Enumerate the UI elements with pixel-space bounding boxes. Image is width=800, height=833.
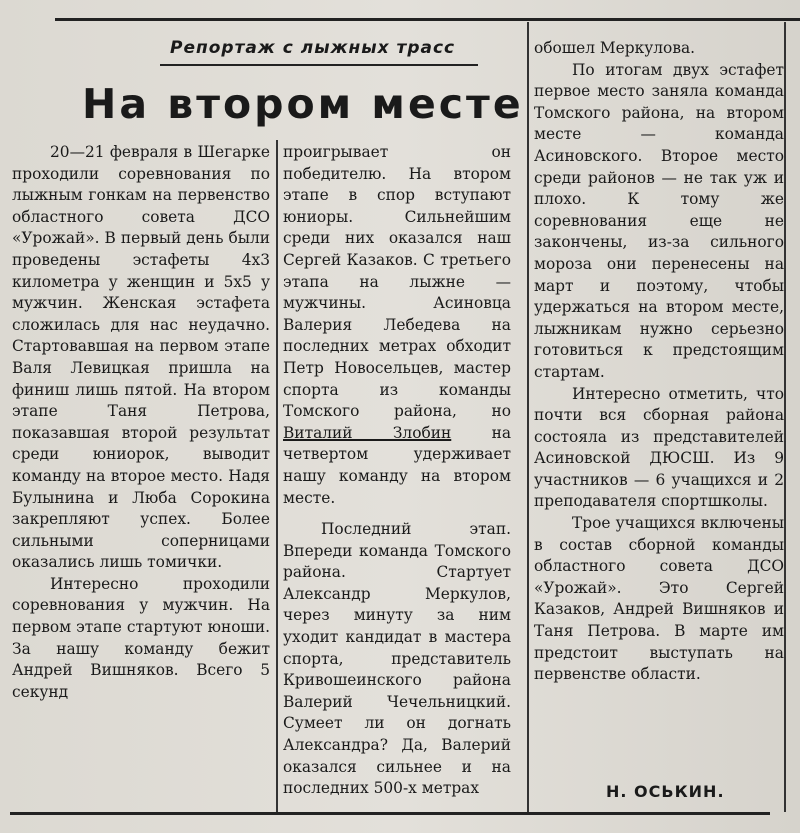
paragraph: обошел Меркулова. [534, 39, 696, 57]
article-column-2 [283, 142, 511, 800]
paragraph: 20—21 февраля в Шегарке проходили соревнования по лыжным гонкам на первенство областного совета ДСО «Урожай». В первый день были проведены эстафеты 4х3 километра у женщин и 5х5 у мужчин. Женская эстафета сложилась для нас неудачно. Стартовавшая на первом этапе Валя Левицкая пришла на финиш лишь пятой. На втором этапе Таня Петрова, показавшая второй результат среди юниорок, выводит команду на второе место. Надя Булынина и Люба Сорокина закрепляют успех. Более сильными соперницами оказались лишь томички. [12, 143, 270, 572]
paragraph: Последний этап. Впереди команда Томского района. Стартует Александр Меркулов, через минуту за ним уходит кандидат в мастера спорта, представитель Кривошеинского района Валерий Чечельницкий. Сумеет ли он догнать Александра? Да, Валерий оказался сильнее и на последних 500-х метрах [283, 520, 511, 798]
highlighted-name: Виталий Злобин [283, 423, 452, 442]
article-kicker: Репортаж с лыжных трасс [170, 38, 456, 58]
paragraph: По итогам двух эстафет первое место заняла команда Томского района, на втором месте — команда Асиновского. Второе место среди районов — не так уж и плохо. К тому же соревнования еще не закончены, из-за сильного мороза они перенесены на март и поэтому, чтобы удержаться на втором месте, лыжникам нужно серьезно готовиться к предстоящим стартам. [534, 60, 784, 381]
paragraph: Интересно проходили соревнования у мужчин. На первом этапе стартуют юноши. За нашу команду бежит Андрей Вишняков. Всего 5 секунд [12, 574, 270, 701]
author-signature: Н. ОСЬКИН. [606, 782, 725, 801]
paragraph-text: на четвертом удерживает нашу команду на втором месте. [283, 423, 511, 507]
bottom-rule [10, 812, 770, 815]
article-column-3 [534, 38, 784, 686]
column-divider-middle [276, 140, 278, 812]
paragraph-text: проигрывает он победителю. На втором этапе в спор вступают юниоры. Сильнейшим среди них оказался наш Сергей Казаков. С третьего этапа на лыжне — мужчины. Асиновца Валерия Лебедева на последних метрах обходит Петр Новосельцев, мастер спорта из команды Томского района, но [283, 143, 511, 421]
top-rule [55, 18, 800, 21]
paragraph: Трое учащихся включены в состав сборной команды областного совета ДСО «Урожай». Это Сергей Казаков, Андрей Вишняков и Таня Петрова. В марте им предстоит выступать на первенстве области. [534, 514, 784, 684]
article-headline: На втором месте [82, 80, 524, 128]
article-column-1 [12, 142, 270, 703]
paragraph: Интересно отметить, что почти вся сборная района состояла из представителей Асиновской ДЮСШ. Из 9 участников — 6 учащихся и 2 преподавателя спортшколы. [534, 384, 784, 511]
column-divider-right [527, 22, 529, 812]
paragraph [283, 142, 511, 509]
page-edge-rule [784, 22, 786, 812]
kicker-underline [160, 64, 478, 66]
